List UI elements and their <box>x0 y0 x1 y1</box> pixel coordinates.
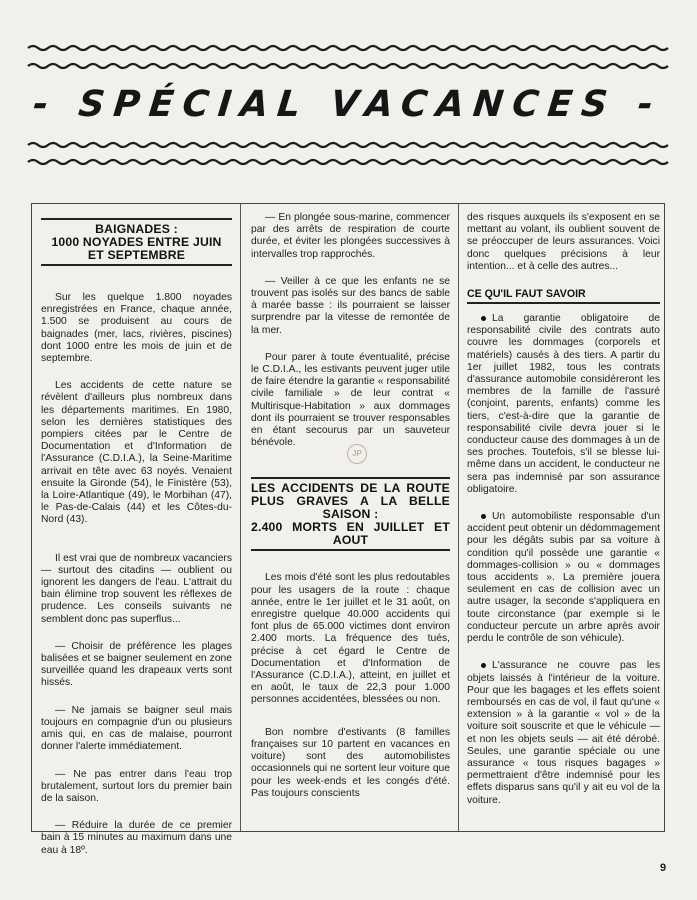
paragraph: — Choisir de préférence les plages balisées et se baigner seulement en zone surveillée quand les drapeaux verts sont hissés. <box>41 640 232 689</box>
heading-accidents-route <box>251 477 450 551</box>
paragraph: des risques auxquels ils s'exposent en se mettant au volant, ils oublient souvent de se préoccuper de leurs assurances. Voici donc quelques précisions à leur intention... et à celle des autres... <box>467 212 660 272</box>
heading-line: 2.400 MORTS EN JUILLET ET AOUT <box>251 520 450 548</box>
paragraph-text: Un automobiliste responsable d'un accident peut obtenir un dédommagement pour les dégâts subis par sa voiture à condition qu'il possède une garantie « dommages-collision » ou « dommages tous accidents ». La première jouera seulement en cas de collision avec un autre usager, la seconde s'appliquera en toute circonstance (par exemple si le conducteur percute un arbre après avoir perdu le contrôle de son véhicule). <box>467 511 660 645</box>
paragraph: — Ne pas entrer dans l'eau trop brutalement, surtout lors du premier bain de la saison. <box>41 768 232 804</box>
column-1 <box>32 204 241 856</box>
paragraph: Bon nombre d'estivants (8 familles françaises sur 10 partent en vacances en voiture) sont des automobilistes occasionnels qui ne sortent leur voiture que pour les week-ends et les congés d'été. Pas toujours conscients <box>251 726 450 799</box>
column-2 <box>241 204 459 831</box>
paragraph: Les accidents de cette nature se révèlent d'ailleurs plus nombreux dans les départements maritimes. En 1980, selon les dernières statistiques des pompiers citées par le Centre de Documentation et d'Information de l'Assurance (C.D.I.A.), la Seine-Maritime arrivait en tête avec 63 noyés. Venaient ensuite la Gironde (54), le Finistère (53), la Loire-Atlantique (49), le Morbihan (47), le Pas-de-Calais (44) et les Côtes-du-Nord (43). <box>41 380 232 526</box>
paragraph: Les mois d'été sont les plus redoutables pour les usagers de la route : chaque année, entre le 1er juillet et le 31 août, on enregistre quelque 40.000 accidents qui font plus de 65.000 victimes dont environ 2.400 morts. La fréquence des tués, précise à cet égard le Centre de Documentation et d'Information de l'Assurance (C.D.I.A.), atteint, en juillet et en août, le taux de 22,3 pour 1.000 personnes accidentées, blessées ou non. <box>251 572 450 706</box>
paragraph: Il est vrai que de nombreux vacanciers — surtout des citadins — oublient ou ignorent les dangers de l'eau. L'attrait du bain élimine trop souvent les réflexes de prudence. Les conseils suivants ne semblent donc pas superflus... <box>41 552 232 625</box>
paragraph-text: La garantie obligatoire de responsabilité civile des contrats auto couvre les dommages (corporels et matériels) causés à des tiers. A partir du 1er juillet 1982, tous les contrats d'assurance automobile considéreront les membres de la famille de l'assuré (conjoint, parents, enfants) comme les tiers, c'est-à-dire que la garantie de responsabilité civile devra jouer si le conducteur cause des dommages à un de ses proches. Toutefois, s'il se blesse lui-même dans un accident, le conducteur ne sera pas indemnisé par son assurance obligatoire. <box>467 313 660 495</box>
bullet-paragraph <box>467 313 660 496</box>
wavy-rule-bottom-1 <box>28 141 668 149</box>
bullet-icon <box>481 514 486 519</box>
heading-line: 1000 NOYADES ENTRE JUIN <box>51 235 222 249</box>
banner-title: - SPÉCIAL VACANCES - <box>31 84 664 125</box>
page-number: 9 <box>660 862 667 874</box>
wavy-rule-top-2 <box>28 62 668 70</box>
column-3 <box>459 204 666 831</box>
bullet-icon <box>481 316 486 321</box>
heading-line: ET SEPTEMBRE <box>87 248 186 262</box>
paragraph: — Réduire la durée de ce premier bain à 15 minutes au maximum dans une eau à 18º. <box>41 820 232 856</box>
paragraph-text: L'assurance ne couvre pas les objets laissés à l'intérieur de la voiture. Pour que les bagages et les effets soient remboursés en cas de vol, il faut qu'une « extension » à la garantie « vol » de la voiture soit souscrite et que le véhicule — et non les objets seuls — ait été dérobé. Seules, une garantie spéciale ou une assurance « tous risques bagages » permettraient d'être indemnisé pour les effets disparus sans qu'il y ait eu vol de la voiture. <box>467 660 660 806</box>
bullet-paragraph <box>467 660 660 806</box>
subheading-ce-quil-faut-savoir: CE QU'IL FAUT SAVOIR <box>467 288 660 304</box>
bullet-paragraph <box>467 511 660 645</box>
paragraph: Pour parer à toute éventualité, précise le C.D.I.A., les estivants peuvent juger utile de faire étendre la garantie « responsabilité civile familiale » de leur contrat « Multirisque-Habitation » aux dommages dont ils pourraient se trouver responsables en étant secourus par un sauveteur bénévole. <box>251 351 450 449</box>
heading-line: BAIGNADES : <box>95 222 178 236</box>
wavy-rule-top-1 <box>28 44 668 52</box>
paragraph: Sur les quelque 1.800 noyades enregistrées en France, chaque année, 1.500 se produisent au cours de baignades (mer, lacs, rivières, piscines) dont 1000 entre les mois de juin et de septembre. <box>41 292 232 365</box>
paragraph: — Ne jamais se baigner seul mais toujours en compagnie d'un ou plusieurs amis qui, en cas de malaise, pourront donner l'alerte immédiatement. <box>41 704 232 753</box>
watermark-logo: JP <box>347 444 367 464</box>
wavy-rule-bottom-2 <box>28 158 668 166</box>
heading-line: LES ACCIDENTS DE LA ROUTE PLUS GRAVES A LA BELLE SAISON : <box>251 481 450 522</box>
paragraph: — Veiller à ce que les enfants ne se trouvent pas isolés sur des bancs de sable à marée basse : ils pourraient se laisser surprendre par la vitesse de remontée de la mer. <box>251 275 450 336</box>
heading-baignades <box>41 218 232 266</box>
paragraph: — En plongée sous-marine, commencer par des arrêts de respiration de courte durée, et éviter les plongées successives à intervalles trop rapprochés. <box>251 212 450 260</box>
bullet-icon <box>481 663 486 668</box>
article-frame <box>31 203 665 856</box>
